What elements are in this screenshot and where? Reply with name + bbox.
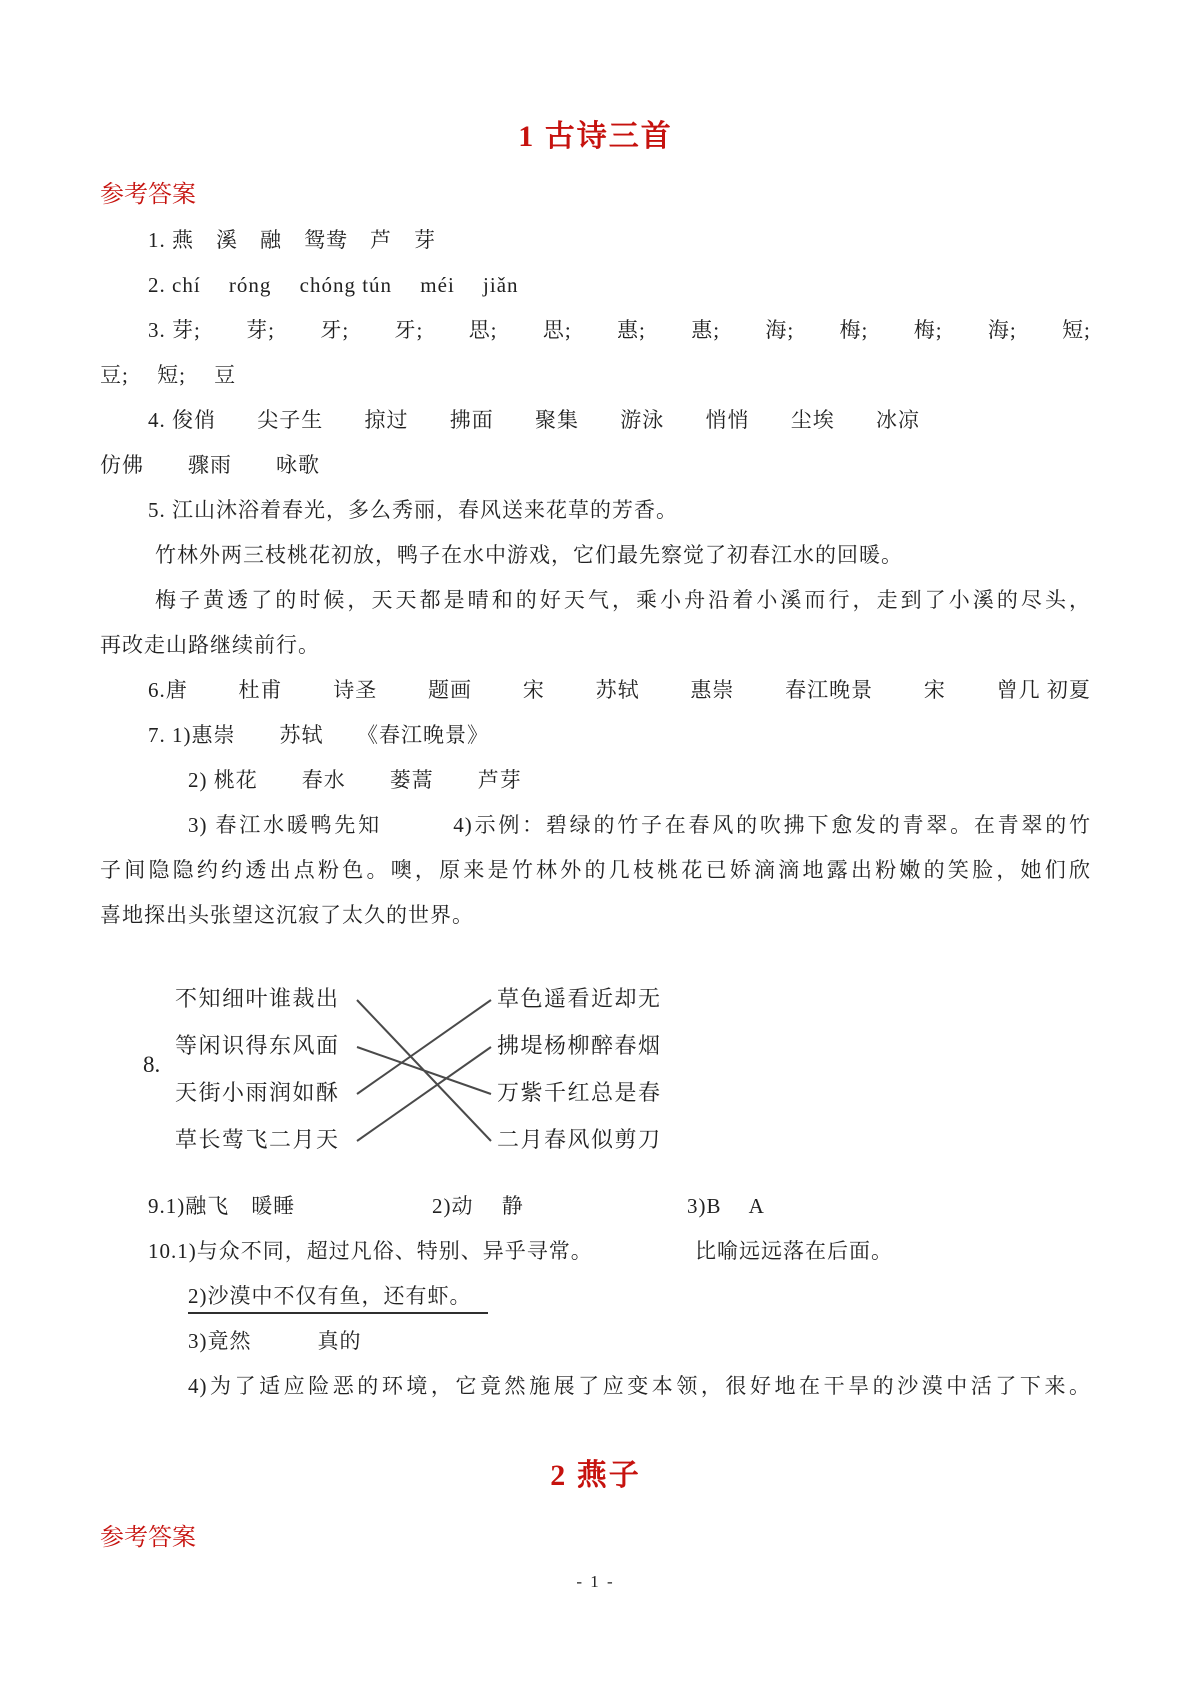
answer-token: 短; <box>1062 318 1091 342</box>
answer-token: 3. 芽; <box>148 318 201 342</box>
answer-token: 惠; <box>617 318 646 342</box>
section-1-title: 1 古诗三首 <box>518 120 673 153</box>
answer-line-4 <box>100 398 920 443</box>
matching-connector-line <box>357 1047 491 1141</box>
answer-9-3: 3)B A <box>687 1194 765 1218</box>
answer-token: 6.唐 <box>148 678 188 702</box>
answer-line-5-sentence-2: 竹林外两三枝桃花初放，鸭子在水中游戏，它们最先察觉了初春江水的回暖。 <box>155 543 903 567</box>
answer-token: 悄悄 <box>705 408 750 432</box>
matching-right-phrase: 拂堤杨柳醉春烟 <box>497 1033 662 1058</box>
answer-token: 海; <box>987 318 1017 342</box>
page-number: - 1 - <box>576 1572 615 1591</box>
matching-right-phrase: 二月春风似剪刀 <box>497 1127 662 1152</box>
answer-token: 聚集 <box>535 408 579 432</box>
answer-token: 苏轼 <box>595 678 640 702</box>
answer-token: 牙; <box>320 318 350 342</box>
answer-10-1-idiom: 比喻远远落在后面。 <box>695 1239 893 1263</box>
matching-item-number: 8. <box>143 1052 161 1077</box>
matching-exercise <box>143 986 705 1176</box>
answer-token: 掠过 <box>364 408 409 432</box>
answer-token: 春江晚景 <box>785 678 874 702</box>
answer-line-3 <box>100 308 1091 353</box>
answer-line-6 <box>100 668 1091 713</box>
answer-line-10-4: 4)为了适应险恶的环境，它竟然施展了应变本领，很好地在干旱的沙漠中活了下来。 <box>188 1374 1091 1398</box>
answer-line-3-continuation: 豆; 短; 豆 <box>100 363 237 387</box>
answer-token: 梅; <box>839 318 869 342</box>
matching-left-phrase: 不知细叶谁裁出 <box>175 986 340 1011</box>
answer-line-7-2: 2) 桃花 春水 蒌蒿 芦芽 <box>188 768 522 792</box>
answer-line-7-3-4: 3) 春江水暖鸭先知 4)示例：碧绿的竹子在春风的吹拂下愈发的青翠。在青翠的竹 <box>188 813 1091 837</box>
answer-line-5-sentence-3: 梅子黄透了的时候，天天都是晴和的好天气，乘小舟沿着小溪而行，走到了小溪的尽头， <box>155 588 1091 612</box>
section-2-title: 2 燕子 <box>550 1459 641 1492</box>
answer-line-7-1: 7. 1)惠崇 苏轼 《春江晚景》 <box>148 723 489 747</box>
matching-connector-lines <box>175 986 705 1176</box>
answer-token: 杜甫 <box>238 678 283 702</box>
answer-token: 曾几 初夏 <box>996 678 1091 702</box>
answer-token: 牙; <box>394 318 424 342</box>
answer-token: 芽; <box>246 318 276 342</box>
matching-left-phrase: 草长莺飞二月天 <box>175 1127 340 1152</box>
matching-right-phrase: 万紫千红总是春 <box>497 1080 662 1105</box>
answer-line-2-pinyin: 2. chí róng chóng tún méi jiǎn <box>148 273 519 297</box>
answer-line-1: 1. 燕 溪 融 鸳鸯 芦 芽 <box>148 228 436 252</box>
answer-token: 游泳 <box>620 408 665 432</box>
matching-left-phrase: 等闲识得东风面 <box>175 1033 340 1058</box>
answer-line-9 <box>100 1184 1091 1229</box>
answer-9-2: 2)动 静 <box>432 1194 524 1218</box>
answer-line-4-continuation: 仿佛 骤雨 咏歌 <box>100 453 320 477</box>
answer-token: 尘埃 <box>790 408 835 432</box>
answer-line-7-4-continuation-1: 子间隐隐约约透出点粉色。噢，原来是竹林外的几枝桃花已娇滴滴地露出粉嫩的笑脸，她们欣 <box>100 858 1091 882</box>
matching-left-phrase: 天街小雨润如酥 <box>175 1080 340 1105</box>
answer-10-1-definition: 10.1)与众不同，超过凡俗、特别、异乎寻常。 <box>148 1239 593 1263</box>
answer-token: 海; <box>765 318 795 342</box>
answer-line-5-continuation: 再改走山路继续前行。 <box>100 633 320 657</box>
reference-answers-heading-1: 参考答案 <box>100 182 196 208</box>
matching-connector-line <box>357 1000 491 1094</box>
answer-token: 思; <box>542 318 572 342</box>
answer-token: 题画 <box>428 678 473 702</box>
answer-9-1: 9.1)融飞 暖睡 <box>148 1194 296 1218</box>
answer-token: 尖子生 <box>257 408 324 432</box>
answer-token: 冰凉 <box>876 408 920 432</box>
answer-token: 宋 <box>923 678 946 702</box>
answer-token: 梅; <box>913 318 943 342</box>
answer-line-5: 5. 江山沐浴着春光，多么秀丽，春风送来花草的芳香。 <box>148 498 678 522</box>
matching-right-phrase: 草色遥看近却无 <box>497 986 662 1011</box>
answer-token: 惠; <box>691 318 721 342</box>
answer-token: 诗圣 <box>333 678 378 702</box>
matching-connector-line <box>357 1047 491 1094</box>
answer-token: 拂面 <box>449 408 494 432</box>
answer-line-10-3: 3)竟然 真的 <box>188 1329 362 1353</box>
answer-token: 惠崇 <box>690 678 735 702</box>
answer-token: 宋 <box>522 678 545 702</box>
answer-line-10-2 <box>100 1274 1091 1319</box>
answer-line-7-4-continuation-2: 喜地探出头张望这沉寂了太久的世界。 <box>100 903 474 927</box>
answer-10-2-underlined-sentence: 2)沙漠中不仅有鱼，还有虾。 <box>188 1281 488 1314</box>
answer-token: 思; <box>468 318 498 342</box>
reference-answers-heading-2: 参考答案 <box>100 1525 196 1551</box>
answer-line-10-1 <box>100 1229 1091 1274</box>
answer-token: 4. 俊俏 <box>148 408 216 432</box>
